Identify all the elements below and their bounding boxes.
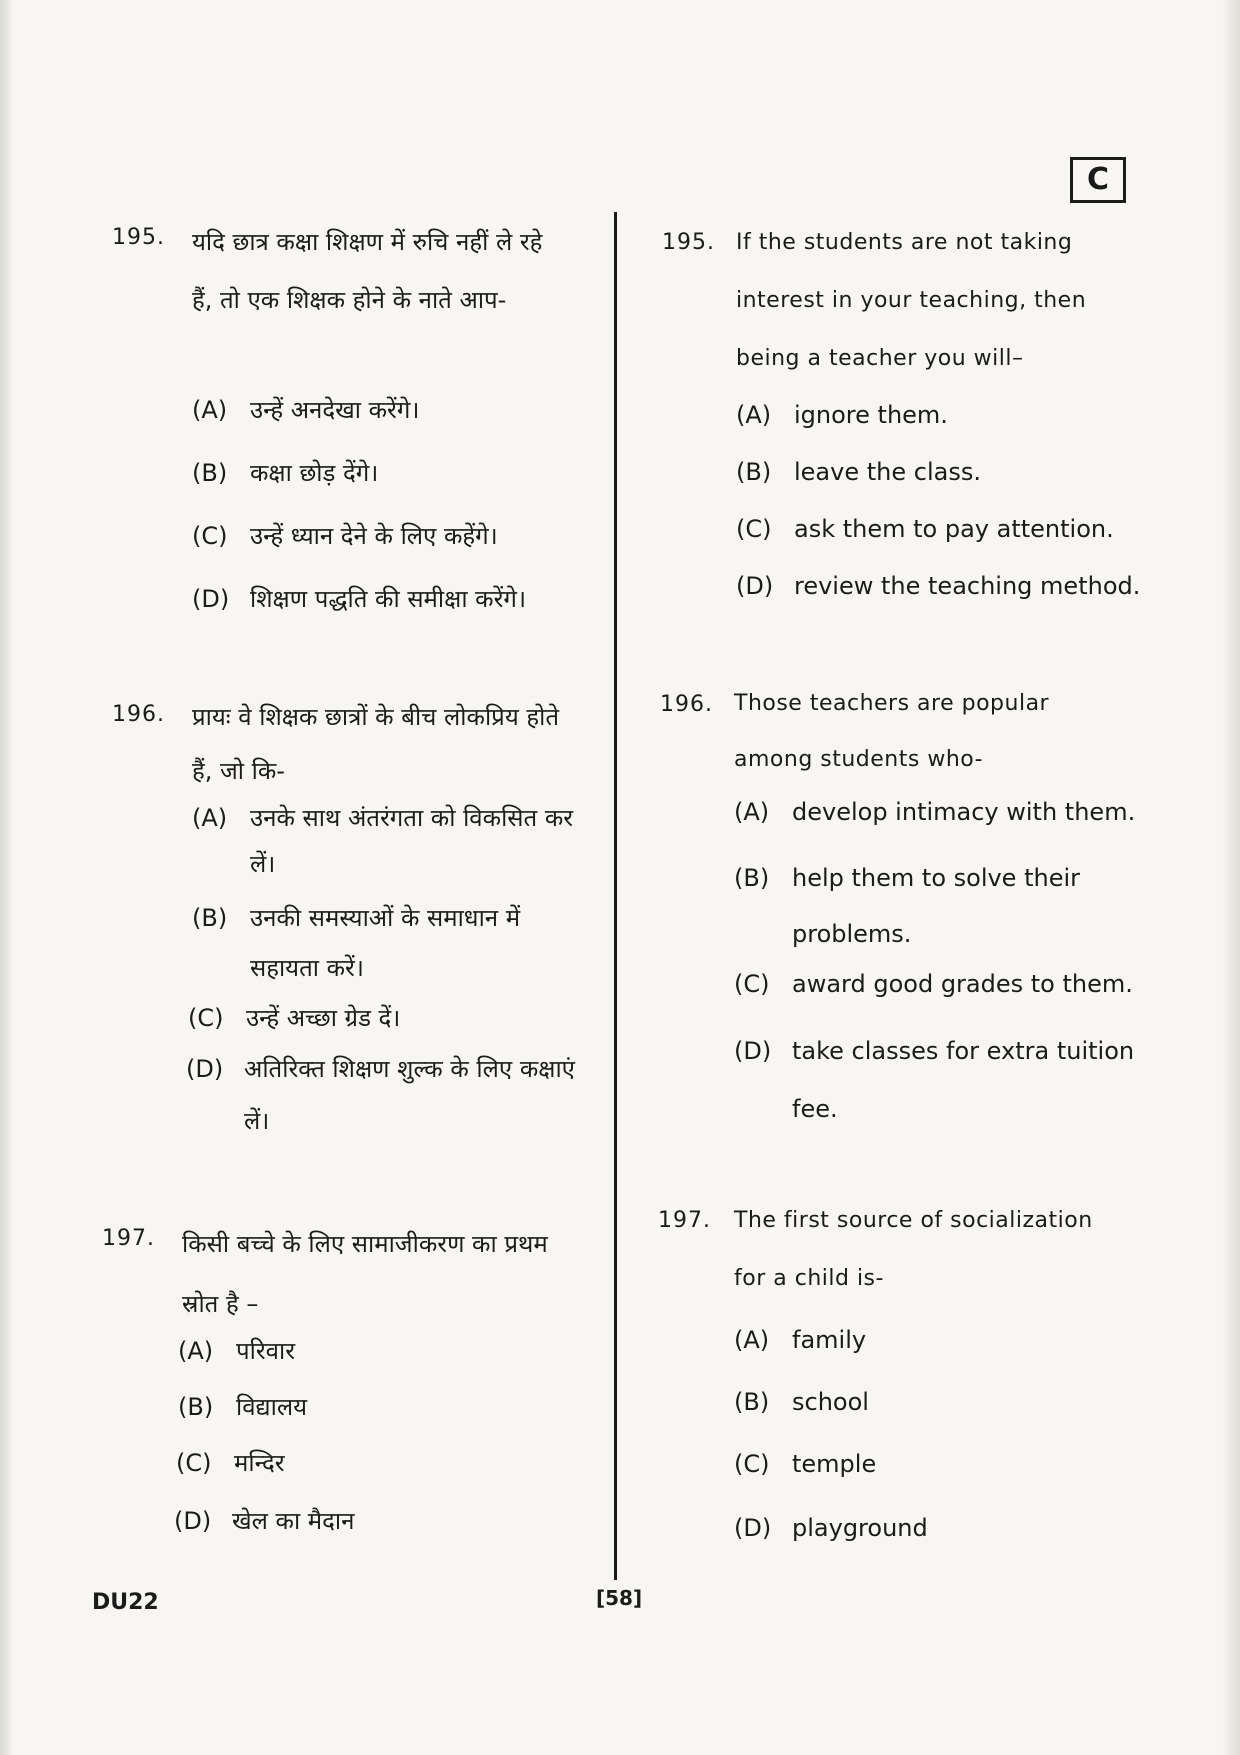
option-text: award good grades to them. <box>792 970 1133 998</box>
option-text: leave the class. <box>794 458 981 486</box>
question-line: हैं, तो एक शिक्षक होने के नाते आप- <box>192 286 507 314</box>
question-number: 196. <box>660 692 713 717</box>
option-label: (D) <box>734 1514 772 1542</box>
option-text: खेल का मैदान <box>232 1507 355 1535</box>
option-label: (A) <box>192 396 228 424</box>
option-text: उनकी समस्याओं के समाधान में सहायता करें। <box>250 904 521 982</box>
question-line: स्रोत है – <box>182 1290 259 1318</box>
option-label: (A) <box>736 401 772 429</box>
option-text: उनके साथ अंतरंगता को विकसित कर लें। <box>250 804 574 878</box>
option-label: (A) <box>734 1326 770 1354</box>
option-197-a-english <box>734 1320 866 1360</box>
option-label: (C) <box>176 1449 212 1477</box>
option-text: परिवार <box>236 1337 296 1365</box>
option-text: ask them to pay attention. <box>794 515 1114 543</box>
page-edge-right <box>1222 0 1240 1755</box>
option-196-d-hindi <box>186 1043 575 1147</box>
question-line: interest in your teaching, then <box>736 288 1087 313</box>
option-label: (C) <box>736 515 772 543</box>
option-196-b-hindi <box>192 893 520 993</box>
option-196-d-english <box>734 1022 1134 1138</box>
option-text: playground <box>792 1514 928 1542</box>
option-196-a-hindi <box>192 795 573 887</box>
question-set-code: C <box>1070 157 1126 203</box>
option-text: शिक्षण पद्धति की समीक्षा करेंगे। <box>250 585 527 613</box>
option-text: temple <box>792 1450 877 1478</box>
option-196-b-english <box>734 850 1080 962</box>
option-196-c-hindi <box>188 993 400 1043</box>
question-number: 197. <box>658 1208 711 1233</box>
option-196-c-english <box>734 964 1133 1004</box>
option-label: (D) <box>192 585 230 613</box>
question-text <box>182 1214 548 1334</box>
option-text: मन्दिर <box>234 1449 285 1477</box>
question-number: 195. <box>662 230 715 255</box>
option-197-a-hindi <box>178 1326 295 1376</box>
option-text: कक्षा छोड़ देंगे। <box>250 459 379 487</box>
option-label: (B) <box>736 458 772 486</box>
page-edge-left <box>0 0 14 1755</box>
question-line: The first source of socialization <box>734 1208 1093 1233</box>
option-197-c-hindi <box>176 1438 285 1488</box>
booklet-code: DU22 <box>92 1590 159 1615</box>
option-197-b-hindi <box>178 1382 307 1432</box>
option-197-c-english <box>734 1444 876 1484</box>
option-label: (C) <box>188 1004 224 1032</box>
question-line: among students who- <box>734 747 984 772</box>
option-text: review the teaching method. <box>794 572 1141 600</box>
option-195-c-hindi <box>192 511 498 561</box>
option-label: (D) <box>736 572 774 600</box>
page-number: [58] <box>596 1586 643 1610</box>
option-label: (B) <box>734 1388 770 1416</box>
question-number: 195. <box>112 225 165 250</box>
option-text: family <box>792 1326 867 1354</box>
option-197-d-english <box>734 1508 928 1548</box>
option-label: (B) <box>192 459 228 487</box>
option-label: (A) <box>734 798 770 826</box>
option-195-b-english <box>736 452 981 492</box>
option-text: अतिरिक्त शिक्षण शुल्क के लिए कक्षाएं लें। <box>244 1055 575 1135</box>
option-195-c-english <box>736 509 1114 549</box>
option-label: (A) <box>178 1337 214 1365</box>
option-text: school <box>792 1388 869 1416</box>
option-text: उन्हें ध्यान देने के लिए कहेंगे। <box>250 522 498 550</box>
column-divider <box>614 212 617 1580</box>
option-text: विद्यालय <box>236 1393 308 1421</box>
question-text <box>734 1192 1093 1308</box>
question-text <box>734 676 1049 788</box>
question-text <box>192 213 542 329</box>
question-number: 197. <box>102 1226 155 1251</box>
option-text: develop intimacy with them. <box>792 798 1136 826</box>
option-label: (D) <box>734 1037 772 1065</box>
option-label: (B) <box>192 904 228 932</box>
question-line: यदि छात्र कक्षा शिक्षण में रुचि नहीं ले रहे <box>192 228 543 256</box>
option-label: (D) <box>174 1507 212 1535</box>
question-line: किसी बच्चे के लिए सामाजीकरण का प्रथम <box>182 1230 548 1258</box>
option-label: (B) <box>178 1393 214 1421</box>
option-195-a-hindi <box>192 385 419 435</box>
option-label: (C) <box>734 970 770 998</box>
option-text: उन्हें अनदेखा करेंगे। <box>250 396 420 424</box>
question-line: If the students are not taking <box>736 230 1073 255</box>
option-label: (C) <box>192 522 228 550</box>
option-195-a-english <box>736 395 948 435</box>
question-number: 196. <box>112 702 165 727</box>
option-text: take classes for extra tuition fee. <box>792 1037 1135 1123</box>
option-197-b-english <box>734 1382 869 1422</box>
option-label: (A) <box>192 804 228 832</box>
option-195-d-hindi <box>192 574 526 624</box>
option-196-a-english <box>734 792 1135 832</box>
option-197-d-hindi <box>174 1496 354 1546</box>
option-text: उन्हें अच्छा ग्रेड दें। <box>246 1004 401 1032</box>
question-line: for a child is- <box>734 1266 884 1291</box>
option-label: (B) <box>734 864 770 892</box>
question-line: प्रायः वे शिक्षक छात्रों के बीच लोकप्रिय होते <box>192 703 560 731</box>
option-label: (D) <box>186 1055 224 1083</box>
option-195-d-english <box>736 566 1140 606</box>
option-text: help them to solve their problems. <box>792 864 1080 948</box>
question-text <box>192 690 559 798</box>
question-line: being a teacher you will– <box>736 346 1024 371</box>
question-text <box>736 214 1086 388</box>
option-195-b-hindi <box>192 448 378 498</box>
question-line: हैं, जो कि- <box>192 757 285 785</box>
option-text: ignore them. <box>794 401 948 429</box>
question-line: Those teachers are popular <box>734 691 1050 716</box>
option-label: (C) <box>734 1450 770 1478</box>
